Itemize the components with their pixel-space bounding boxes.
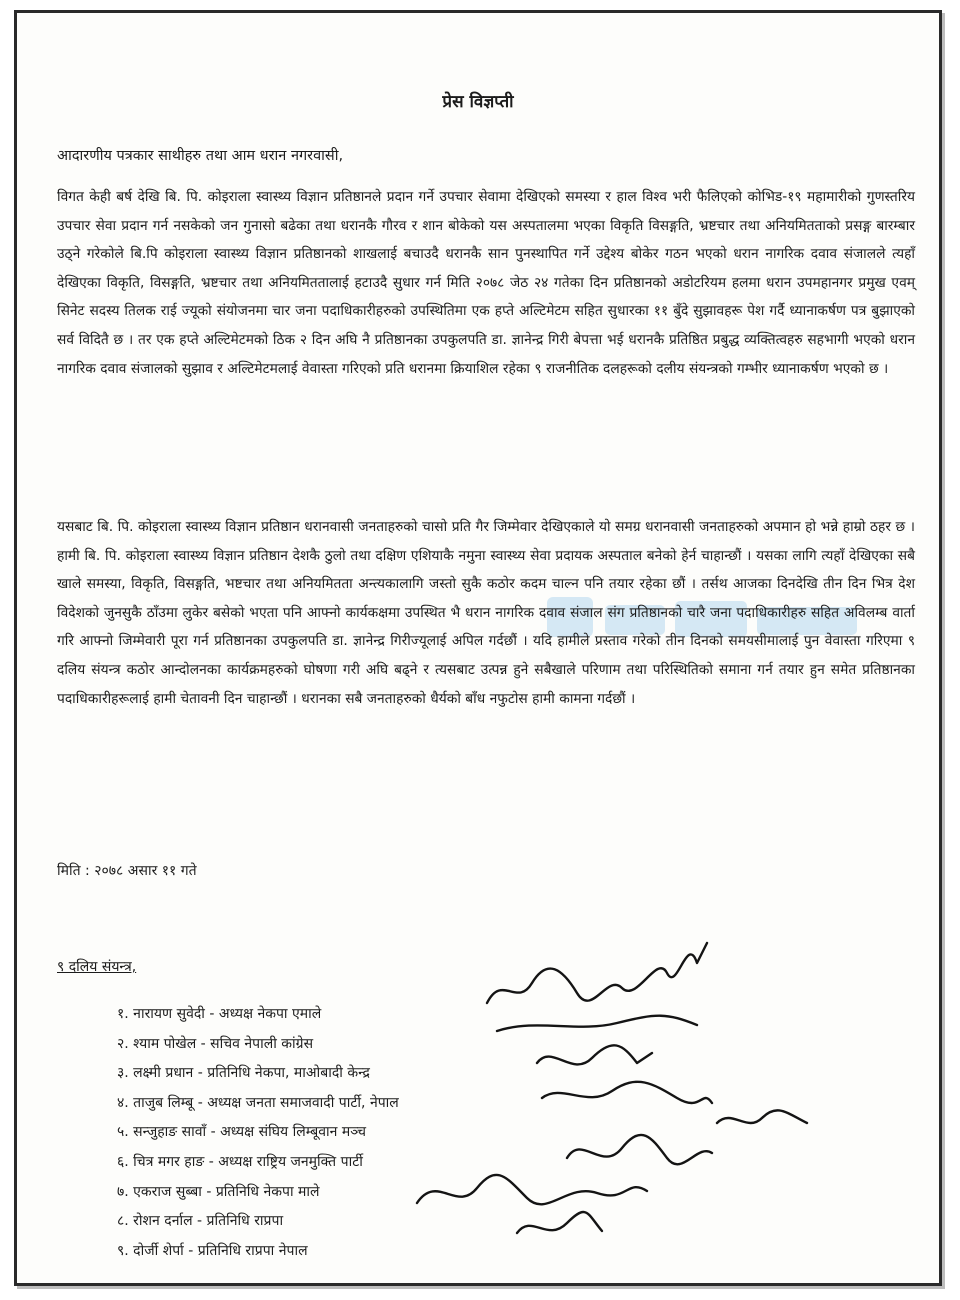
salutation: आदारणीय पत्रकार साथीहरु तथा आम धरान नगरवासी, (57, 148, 344, 164)
signatory-item: ७. एकराज सुब्बा - प्रतिनिधि नेकपा माले (117, 1183, 320, 1200)
signatory-item: ३. लक्ष्मी प्रधान - प्रतिनिधि नेकपा, माओबादी केन्द्र (117, 1065, 370, 1082)
document-date: मिति : २०७८ असार ११ गते (57, 863, 197, 879)
signature-3 (537, 1045, 652, 1064)
signatory-item: २. श्याम पोखेल - सचिव नेपाली कांग्रेस (117, 1035, 314, 1052)
signatories-list (117, 1000, 399, 1266)
press-release-page (14, 10, 942, 1286)
signatory-item: ६. चित्र मगर हाङ - अध्यक्ष राष्ट्रिय जनमुक्ति पार्टी (117, 1153, 363, 1170)
paragraph-2: यसबाट बि. पि. कोइराला स्वास्थ्य विज्ञान प्रतिष्ठान धरानवासी जनताहरुको चासो प्रति गैर जिम्मेवार देखिएकाले यो समग्र धरानवासी जनताहरुको अपमान हो भन्ने हाम्रो ठहर छ । हामी बि. पि. कोइराला स्वास्थ्य विज्ञान प्रतिष्ठान देशकै ठुलो तथा दक्षिण एशियाकै नमुना स्वास्थ्य सेवा प्रदायक अस्पताल बनेको हेर्न चाहान्छौं । यसका लागि त्यहाँ देखिएका सबै खाले समस्या, विकृति, विसङ्गति, भष्टचार तथा अनियमितता अन्त्यकालागि जस्तो सुकै कठोर कदम चाल्न पनि तयार रहेका छौं । तर्सथ आजका दिनदेखि तीन दिन भित्र देश विदेशको जुनसुकै ठाँउमा लुकेर बसेको भएता पनि आफ्नो कार्यकक्षमा उपस्थित भै धरान नागरिक दवाव संजाल संग प्रतिष्ठानको चारै जना पदाधिकारीहरु सहित अविलम्ब वार्ता गरि आफ्नो जिम्मेवारी पूरा गर्न प्रतिष्ठानका उपकुलपति डा. ज्ञानेन्द्र गिरीज्यूलाई अपिल गर्दछौं । यदि हामीले प्रस्ताव गरेको तीन दिनको समयसीमालाई पुन वेवास्ता गरिएमा ९ दलिय संयन्त्र कठोर आन्दोलनका कार्यक्रमहरुको घोषणा गरी अघि बढ्ने र त्यसबाट उत्पन्न हुने सबैखाले परिणाम तथा परिस्थितिको समाना गर्न तयार हुन समेत प्रतिष्ठानका पदाधिकारीहरूलाई हामी चेतावनी दिन चाहान्छौं । धरानका सबै जनताहरुको धैर्यको बाँध नफुटोस हामी कामना गर्दछौं । (57, 519, 915, 707)
signatory-item: ४. ताजुब लिम्बू - अध्यक्ष जनता समाजवादी पार्टी, नेपाल (117, 1094, 399, 1111)
signature-7 (417, 1175, 647, 1204)
signatory-item: ९. दोर्जी शेर्पा - प्रतिनिधि राप्रपा नेपाल (117, 1242, 308, 1259)
signature-6 (567, 1135, 712, 1164)
paragraph-1: विगत केही बर्ष देखि बि. पि. कोइराला स्वास्थ्य विज्ञान प्रतिष्ठानले प्रदान गर्ने उपचार सेवामा देखिएको समस्या र हाल विश्व भरी फैलिएको कोभिड-१९ महामारीको गुणस्तरिय उपचार सेवा प्रदान गर्न नसकेको जन गुनासो बढेका तथा धरानकै गौरव र शान बोकेको यस अस्पतालमा भएका विकृति विसङ्गति, भ्रष्टचार तथा अनियमितताको प्रसङ्ग बारम्बार उठ्ने गरेकोले बि.पि कोइराला स्वास्थ्य विज्ञान प्रतिष्ठानको शाखलाई बचाउदै धरानकै सान पुनस्थापित गर्ने उद्देश्य बोकेर गठन भएको धरान नागरिक दवाव संजालले त्यहाँ देखिएका विकृति, विसङ्गति, भ्रष्टचार तथा अनियमिततालाई हटाउदै सुधार गर्न मिति २०७८ जेठ २४ गतेका दिन प्रतिष्ठानको अडोटरियम हलमा धरान उपमहानगर प्रमुख एवम् सिनेट सदस्य तिलक राई ज्यूको संयोजनमा चार जना पदाधिकारीहरुको उपस्थितिमा एक हप्ते अल्टिमेटम सहित सुधारका ११ बुँदे सुझावहरू पेश गर्दै ध्यानाकर्षण पत्र बुझाएको सर्व विदितै छ । तर एक हप्ते अल्टिमेटमको ठिक २ दिन अघि नै प्रतिष्ठानका उपकुलपति डा. ज्ञानेन्द्र गिरी बेपत्ता भई धरानकै प्रतिष्ठित प्रबुद्ध व्यक्तित्वहरु सहभागी भएको धरान नागरिक दवाव संजालको सुझाव र अल्टिमेटमलाई वेवास्ता गरिएको प्रति धरानमा क्रियाशिल रहेका ९ राजनीतिक दलहरूको दलीय संयन्त्रको गम्भीर ध्यानाकर्षण भएको छ । (57, 189, 915, 377)
signatory-item: ५. सन्जुहाङ सावाँ - अध्यक्ष संघिय लिम्बूवान मञ्च (117, 1124, 366, 1141)
signature-2 (497, 1016, 697, 1031)
signature-1 (487, 943, 707, 1003)
signatories-heading: ९ दलिय संयन्त्र, (57, 959, 137, 975)
document-title: प्रेस विज्ञप्ती (442, 92, 514, 112)
signature-5 (717, 1110, 807, 1123)
signatory-item: ८. रोशन दर्नाल - प्रतिनिधि राप्रपा (117, 1213, 284, 1230)
signature-8 (517, 1212, 602, 1233)
handwritten-signatures (367, 913, 837, 1273)
signatory-item: १. नारायण सुवेदी - अध्यक्ष नेकपा एमाले (117, 1006, 322, 1022)
signature-4 (542, 1082, 712, 1103)
